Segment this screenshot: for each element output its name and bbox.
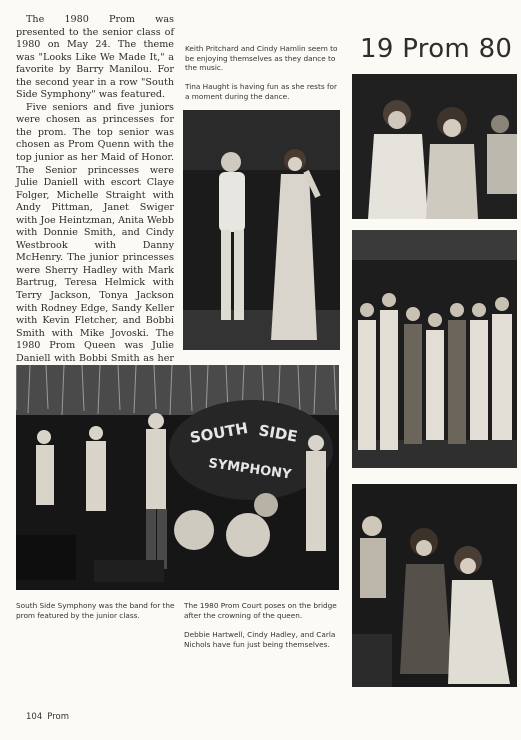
- photo-prom-court: [352, 230, 517, 468]
- page-title: 19 Prom 80: [360, 34, 513, 64]
- page-footer: [26, 712, 74, 722]
- photo-crowd-table: [352, 74, 517, 219]
- article-body: [16, 14, 174, 378]
- banner-text-south: SOUTH: [188, 419, 250, 447]
- caption-dance-pair: Keith Pritchard and Cindy Hamlin seem to be enjoying themselves as they dance to the music.: [185, 44, 338, 73]
- banner-text-side: SIDE: [257, 421, 299, 446]
- photo-friends: [352, 484, 517, 687]
- banner-text-symphony: SYMPHONY: [207, 456, 293, 483]
- article-paragraph-1: The 1980 Prom was presented to the senior class of 1980 on May 24. The theme was "Looks Like We Made It," a favorite by Barry Manilou. For the second year in a row "South Side Symphony" was featured.: [16, 14, 174, 101]
- page-number: 104: [26, 712, 43, 722]
- article-paragraph-2: Five seniors and five juniors were chosen as princesses for the prom. The top senior was chosen as Prom Quenn with the top junior as her Maid of Honor. The Senior princesses were Julie Daniell with escort Claye Folger, Michelle Straight with Andy Pittman, Janet Swiger with Joe Heintzman, Anita Webb with Donnie Smith, and Cindy Westbrook with Danny McHenry. The junior princesses were Sherry Hadley with Mark Bartrug, Teresa Helmick with Terry Jackson, Tonya Jackson with Rodney Edge, Sandy Keller with Kevin Fletcher, and Bobbi Smith with Mike Jovoski. The 1980 Prom Queen was Julie Daniell with Bobbi Smith as her: [16, 101, 174, 364]
- photo-band: [16, 365, 339, 590]
- caption-resting: Tina Haught is having fun as she rests for a moment during the dance.: [185, 82, 337, 101]
- caption-friends: Debbie Hartwell, Cindy Hadley, and Carla Nichols have fun just being themselves.: [184, 630, 336, 649]
- caption-court: The 1980 Prom Court poses on the bridge after the crowning of the queen.: [184, 601, 337, 620]
- section-name: Prom: [47, 712, 69, 722]
- caption-band: South Side Symphony was the band for the prom featured by the junior class.: [16, 601, 175, 620]
- photo-dancing-couple: [183, 110, 340, 350]
